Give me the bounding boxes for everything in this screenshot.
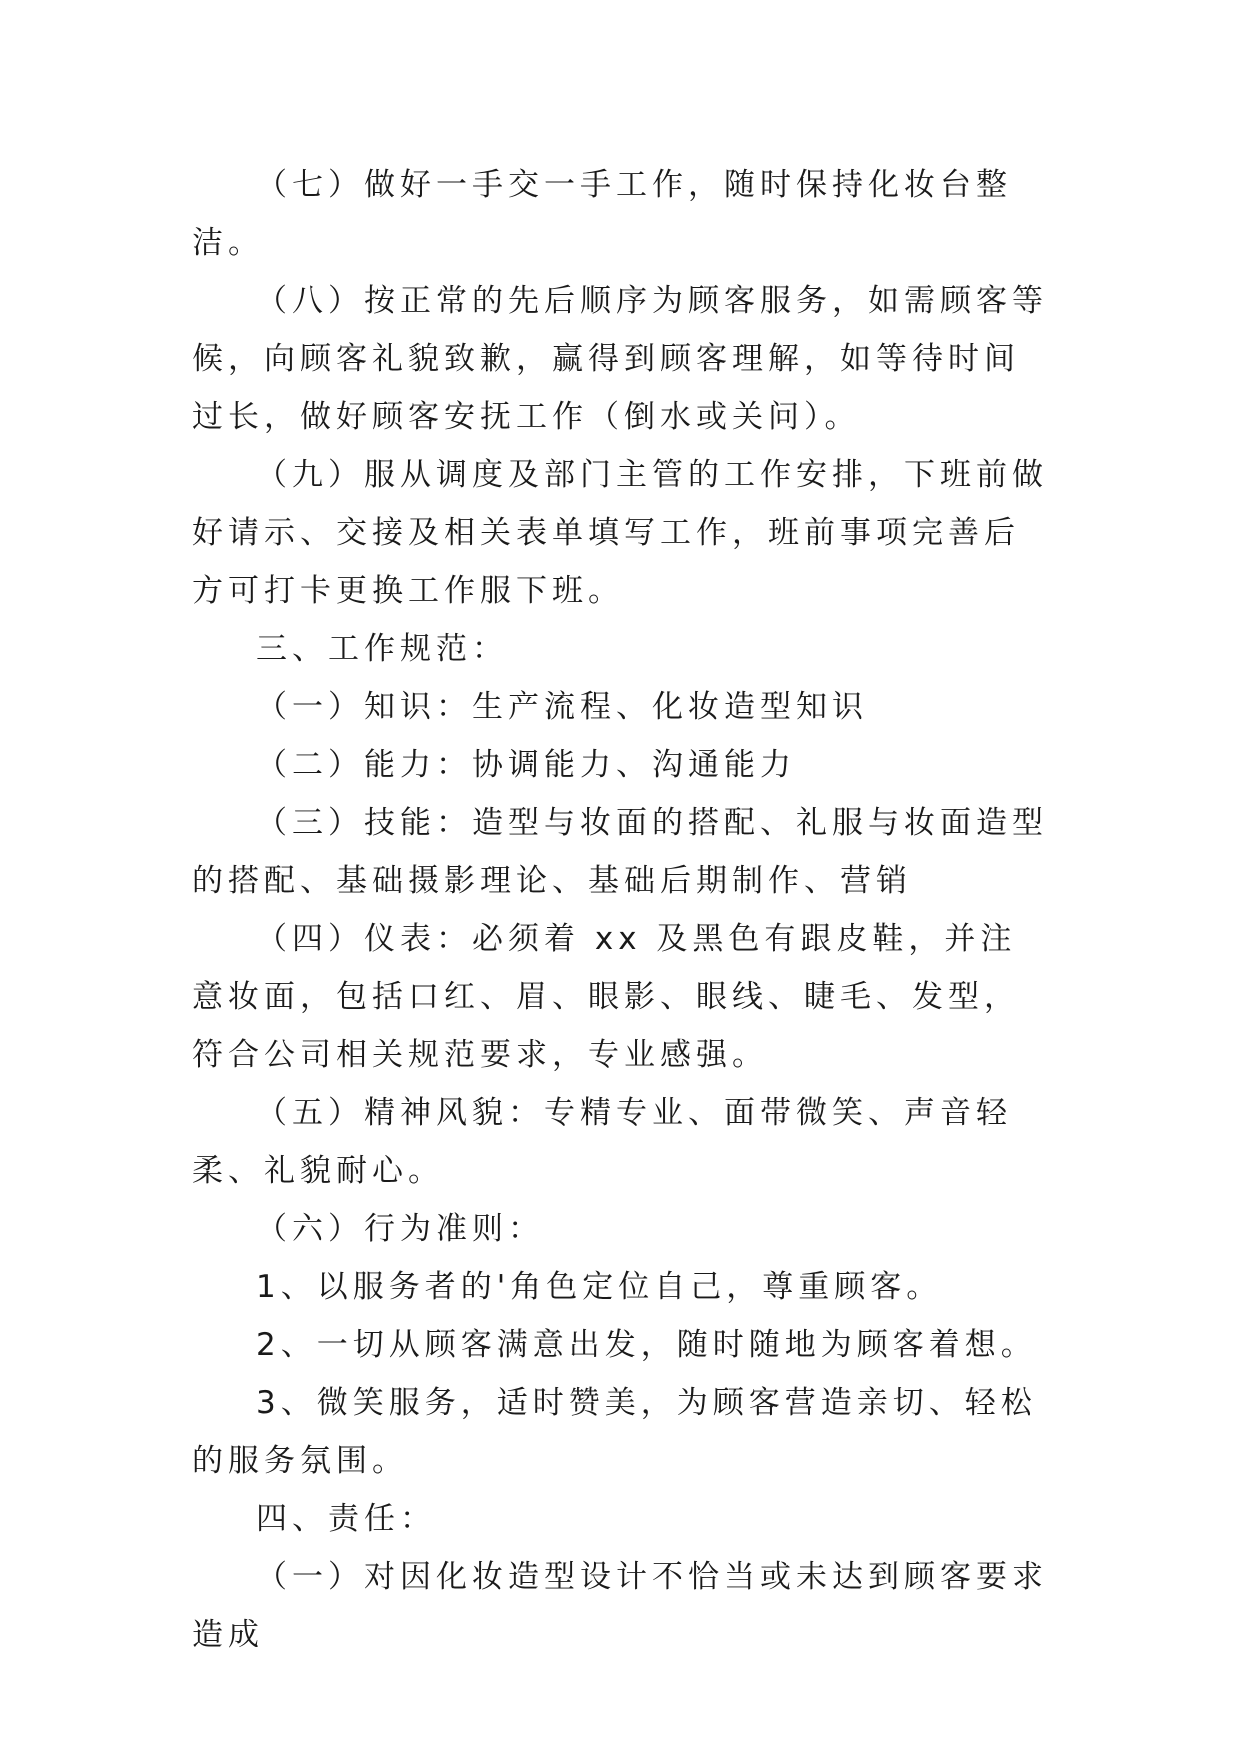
paragraph-item-8: （八）按正常的先后顺序为顾客服务，如需顾客等候，向顾客礼貌致歉，赢得到顾客理解，如等待时间过长，做好顾客安抚工作（倒水或关问）。 bbox=[192, 283, 1048, 435]
paragraph-item-9: （九）服从调度及部门主管的工作安排，下班前做好请示、交接及相关表单填写工作，班前事项完善后方可打卡更换工作服下班。 bbox=[192, 457, 1048, 609]
paragraph-spirit: （五）精神风貌：专精专业、面带微笑、声音轻柔、礼貌耐心。 bbox=[192, 1095, 1012, 1189]
conduct-item-3: 3、微笑服务，适时赞美，为顾客营造亲切、轻松的服务氛围。 bbox=[192, 1385, 1037, 1479]
paragraph-appearance: （四）仪表：必须着 xx 及黑色有跟皮鞋，并注意妆面，包括口红、眉、眼影、眼线、睫毛、发型，符合公司相关规范要求，专业感强。 bbox=[192, 921, 1020, 1073]
conduct-item-1: 1、以服务者的'角色定位自己，尊重顾客。 bbox=[256, 1269, 943, 1305]
section-heading-work-standards: 三、工作规范： bbox=[256, 631, 508, 667]
paragraph-knowledge: （一）知识：生产流程、化妆造型知识 bbox=[256, 689, 868, 725]
paragraph-responsibility-1: （一）对因化妆造型设计不恰当或未达到顾客要求造成 bbox=[192, 1559, 1048, 1653]
paragraph-item-7: （七）做好一手交一手工作，随时保持化妆台整洁。 bbox=[192, 167, 1012, 261]
conduct-item-2: 2、一切从顾客满意出发，随时随地为顾客着想。 bbox=[256, 1327, 1037, 1363]
paragraph-skills: （三）技能：造型与妆面的搭配、礼服与妆面造型的搭配、基础摄影理论、基础后期制作、营销 bbox=[192, 805, 1048, 899]
paragraph-ability: （二）能力：协调能力、沟通能力 bbox=[256, 747, 796, 783]
paragraph-code-of-conduct: （六）行为准则： bbox=[256, 1211, 544, 1247]
section-heading-responsibility: 四、责任： bbox=[256, 1501, 436, 1537]
document-body bbox=[192, 156, 1052, 1664]
